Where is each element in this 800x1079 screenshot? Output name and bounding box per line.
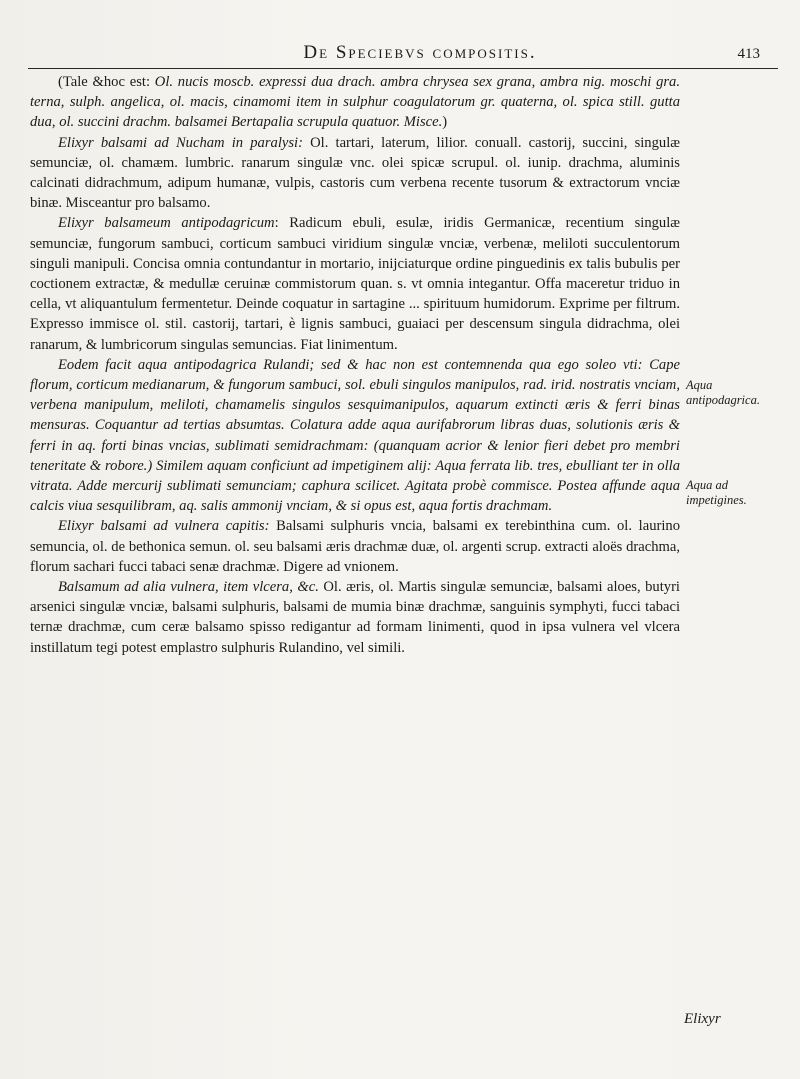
paragraph-eodem (30, 355, 680, 517)
recipe-heading: Elixyr balsameum antipodagricum (58, 215, 275, 232)
paragraph-alia (30, 577, 680, 658)
paragraph-tale (30, 72, 680, 133)
page-number: 413 (737, 46, 760, 62)
recipe-heading: Elixyr balsami ad Nucham in paralysi: (58, 134, 311, 151)
text-run: : Radicum ebuli, esulæ, iridis Germanicæ, recentium singulæ semunciæ, fungorum sambuci, corticum sambuci viridium singulæ vnciæ, verbenæ, meliloti succulentorum singuli manipuli. Concisa omnia contundantur in mortario, inijciaturque ordine pinguedinis ex talis bubulis per coctionem extractæ, & medullæ ceruinæ commistorum quan. s. vt omnia integantur. Offa maceretur triduo in cella, vt aliquantulum fermentetur. Deinde coquatur in sartagine ... spirituum humidorum. Exprime per filtrum. Expresso immisce ol. stil. castorij, tartari, è lignis sambuci, guaiaci per descensum singula didrachma, olei ranarum, & lumbricorum singulas semuncias. Fiat linimentum. (30, 215, 680, 353)
text-run: ) (442, 114, 448, 131)
text-run: Ol. tartari, laterum, lilior. conuall. castorij, succini, singulæ semunciæ, ol. chamæm. lumbric. ranarum singulæ vnc. olei spicæ scrupul. ol. iunip. drachma, aluminis calcinati didrachmum, adipum humanæ, vulpis, castoris cum verbena recente tusorum & extractorum vnciæ binæ. Misceantur pro balsamo. (30, 134, 680, 212)
recipe-heading: Elixyr balsami ad vulnera capitis: (58, 518, 277, 535)
text-run: Ol. æris, ol. Martis singulæ semunciæ, balsami aloes, butyri arsenici singulæ vnciæ, balsami sulphuris, balsami de mumia binæ drachmæ, sanguinis symphyti, fucci tabaci ternæ drachmæ, cum ceræ balsamo spisso redigantur ad formam linimenti, quod in ipsa vulnera vel vlcera instillatum tegi potest emplastro sulphuris Rulandino, vel simili. (30, 579, 680, 656)
text-run-italic: Eodem facit aqua antipodagrica Rulandi; sed & hac non est contemnenda qua ego soleo vti: Cape florum, corticum medianarum, & fungorum sambuci, sol. ebuli singulos manipulos, rad. irid. nostratis vnciam, verbena manipulum, meliloti, chamamelis singulos sesquimanipulos, aquarum extincti æris & ferri binas mensuras. Coquantur ad tertias absumtas. Colatura adde aqua aurifabrorum libras duas, solutionis æris & ferri in aq. forti binas vncias, sublimati semidrachmam: (quanquam acrior & lenior fieri debet pro membri teneritate & robore.) Similem aquam conficiunt ad impetiginem alij: Aqua ferrata lib. tres, ebulliant ter in olla vitrata. Adde mercurij sublimati semunciam; caphura scilicet. Agitata probè commisce. Postea affunde aqua calcis viua sesquilibram, aq. salis ammonij vnciam, & si opus est, aqua fortis drachmam. (30, 356, 680, 515)
text-run: Balsami sulphuris vncia, balsami ex terebinthina cum. ol. laurino semuncia, ol. de bethonica semun. ol. seu balsami æris drachmæ duæ, ol. argenti scrup. extracti aloës drachma, florum sachari fucci tabaci senæ drachmæ. Digere ad vnionem. (30, 518, 680, 575)
recipe-heading: Balsamum ad alia vulnera, item vlcera, &c. (58, 579, 324, 596)
text-body (30, 72, 680, 658)
catchword: Elixyr (684, 1011, 721, 1027)
running-title: De Speciebvs compositis. (303, 42, 537, 63)
header-rule (28, 68, 778, 69)
text-run-italic: Ol. nucis moscb. expressi dua drach. ambra chrysea sex grana, ambra nig. moschi gra. terna, sulph. angelica, ol. macis, cinamomi item in sulphur coagulatorum gr. quaterna, ol. spica still. gutta dua, ol. succini drachm. balsamei Bertapalia scrupula quatuor. Misce. (30, 74, 680, 131)
text-run: (Tale &hoc est: (58, 74, 155, 90)
running-head (60, 42, 760, 64)
margin-note-impetigines: Aqua ad impetigines. (686, 478, 747, 507)
margin-note-antipodagrica: Aqua antipodagrica. (686, 378, 760, 407)
paragraph-antipodagricum (30, 213, 680, 354)
paragraph-capitis (30, 516, 680, 577)
paragraph-paralysis (30, 133, 680, 214)
